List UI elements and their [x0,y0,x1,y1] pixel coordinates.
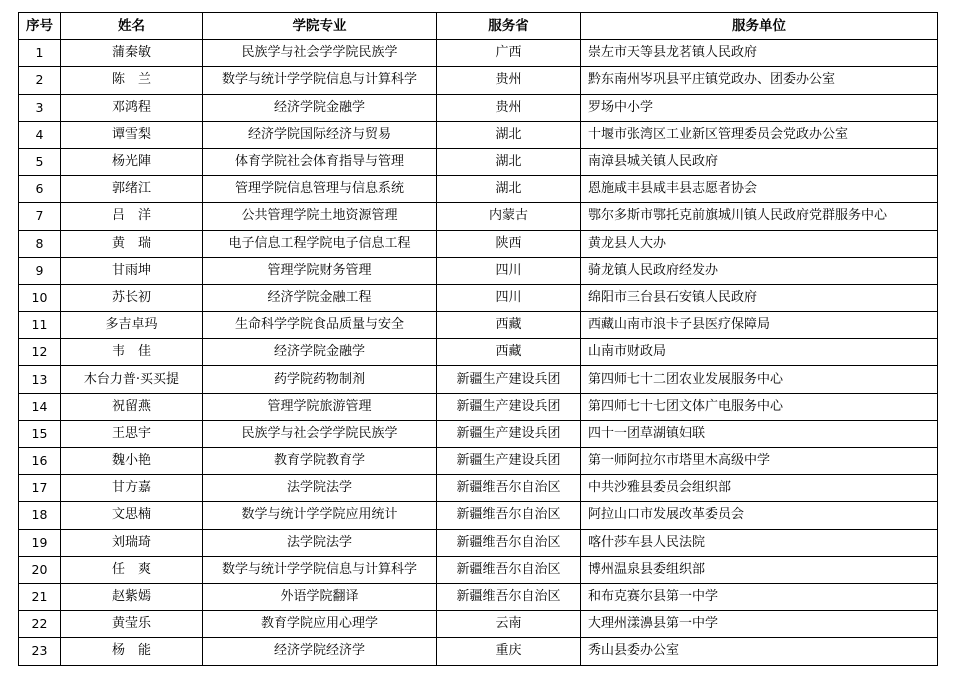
cell-major: 外语学院翻译 [203,583,437,610]
cell-major: 体育学院社会体育指导与管理 [203,148,437,175]
cell-name: 任 爽 [61,556,203,583]
header-no: 序号 [19,13,61,40]
cell-major: 药学院药物制剂 [203,366,437,393]
cell-no: 20 [19,556,61,583]
table-row [19,121,938,148]
cell-name: 陈 兰 [61,67,203,94]
table-row [19,40,938,67]
cell-unit: 山南市财政局 [581,339,938,366]
cell-unit: 骑龙镇人民政府经发办 [581,257,938,284]
cell-name: 多吉卓玛 [61,312,203,339]
table-row [19,556,938,583]
cell-name: 韦 佳 [61,339,203,366]
cell-major: 经济学院金融学 [203,94,437,121]
cell-province: 四川 [437,257,581,284]
cell-unit: 绵阳市三台县石安镇人民政府 [581,284,938,311]
cell-no: 11 [19,312,61,339]
cell-name: 木台力普·买买提 [61,366,203,393]
cell-name: 甘雨坤 [61,257,203,284]
cell-major: 教育学院教育学 [203,448,437,475]
cell-name: 甘方嘉 [61,475,203,502]
table-body [19,40,938,665]
cell-major: 经济学院金融工程 [203,284,437,311]
table-container [18,12,938,666]
cell-unit: 南漳县城关镇人民政府 [581,148,938,175]
cell-no: 10 [19,284,61,311]
cell-unit: 黔东南州岑巩县平庄镇党政办、团委办公室 [581,67,938,94]
cell-no: 23 [19,638,61,665]
cell-province: 湖北 [437,176,581,203]
cell-name: 刘瑞琦 [61,529,203,556]
header-major: 学院专业 [203,13,437,40]
cell-no: 13 [19,366,61,393]
cell-province: 四川 [437,284,581,311]
cell-no: 14 [19,393,61,420]
cell-unit: 十堰市张湾区工业新区管理委员会党政办公室 [581,121,938,148]
cell-unit: 四十一团草湖镇妇联 [581,420,938,447]
cell-province: 贵州 [437,94,581,121]
table-row [19,176,938,203]
cell-no: 18 [19,502,61,529]
cell-province: 内蒙古 [437,203,581,230]
cell-unit: 崇左市天等县龙茗镇人民政府 [581,40,938,67]
cell-major: 生命科学学院食品质量与安全 [203,312,437,339]
cell-major: 教育学院应用心理学 [203,611,437,638]
cell-province: 新疆维吾尔自治区 [437,529,581,556]
cell-no: 8 [19,230,61,257]
cell-province: 新疆生产建设兵团 [437,420,581,447]
cell-major: 电子信息工程学院电子信息工程 [203,230,437,257]
cell-major: 公共管理学院土地资源管理 [203,203,437,230]
cell-unit: 大理州漾濞县第一中学 [581,611,938,638]
cell-name: 王思宇 [61,420,203,447]
cell-unit: 第一师阿拉尔市塔里木高级中学 [581,448,938,475]
cell-unit: 喀什莎车县人民法院 [581,529,938,556]
cell-major: 数学与统计学学院应用统计 [203,502,437,529]
cell-name: 魏小艳 [61,448,203,475]
header-province: 服务省 [437,13,581,40]
table-row [19,94,938,121]
volunteer-table [18,12,938,666]
cell-major: 法学院法学 [203,475,437,502]
table-row [19,230,938,257]
cell-no: 12 [19,339,61,366]
cell-major: 民族学与社会学学院民族学 [203,40,437,67]
cell-province: 新疆维吾尔自治区 [437,556,581,583]
cell-province: 贵州 [437,67,581,94]
cell-unit: 中共沙雅县委员会组织部 [581,475,938,502]
cell-no: 4 [19,121,61,148]
cell-no: 15 [19,420,61,447]
cell-unit: 和布克赛尔县第一中学 [581,583,938,610]
cell-no: 7 [19,203,61,230]
table-row [19,529,938,556]
cell-no: 16 [19,448,61,475]
cell-province: 西藏 [437,339,581,366]
cell-province: 云南 [437,611,581,638]
table-row [19,502,938,529]
cell-unit: 博州温泉县委组织部 [581,556,938,583]
cell-province: 新疆生产建设兵团 [437,448,581,475]
cell-unit: 黄龙县人大办 [581,230,938,257]
cell-name: 祝留燕 [61,393,203,420]
cell-major: 管理学院旅游管理 [203,393,437,420]
cell-province: 新疆维吾尔自治区 [437,475,581,502]
cell-name: 文思楠 [61,502,203,529]
cell-no: 1 [19,40,61,67]
table-row [19,393,938,420]
table-row [19,257,938,284]
cell-unit: 阿拉山口市发展改革委员会 [581,502,938,529]
table-row [19,638,938,665]
cell-province: 陕西 [437,230,581,257]
table-row [19,148,938,175]
cell-no: 19 [19,529,61,556]
cell-major: 经济学院金融学 [203,339,437,366]
cell-major: 管理学院财务管理 [203,257,437,284]
table-row [19,67,938,94]
cell-name: 黄莹乐 [61,611,203,638]
header-unit: 服务单位 [581,13,938,40]
table-row [19,420,938,447]
cell-name: 杨光陣 [61,148,203,175]
cell-major: 管理学院信息管理与信息系统 [203,176,437,203]
cell-unit: 鄂尔多斯市鄂托克前旗城川镇人民政府党群服务中心 [581,203,938,230]
cell-name: 郭绪江 [61,176,203,203]
cell-no: 9 [19,257,61,284]
cell-province: 新疆维吾尔自治区 [437,583,581,610]
cell-no: 17 [19,475,61,502]
cell-no: 5 [19,148,61,175]
cell-no: 22 [19,611,61,638]
cell-major: 经济学院经济学 [203,638,437,665]
table-row [19,448,938,475]
cell-province: 新疆生产建设兵团 [437,366,581,393]
cell-unit: 第四师七十七团文体广电服务中心 [581,393,938,420]
cell-major: 法学院法学 [203,529,437,556]
cell-major: 数学与统计学学院信息与计算科学 [203,67,437,94]
cell-province: 湖北 [437,148,581,175]
header-row [19,13,938,40]
cell-no: 3 [19,94,61,121]
table-row [19,284,938,311]
cell-no: 21 [19,583,61,610]
cell-major: 民族学与社会学学院民族学 [203,420,437,447]
header-name: 姓名 [61,13,203,40]
cell-name: 杨 能 [61,638,203,665]
cell-province: 西藏 [437,312,581,339]
table-row [19,611,938,638]
cell-major: 经济学院国际经济与贸易 [203,121,437,148]
cell-name: 吕 洋 [61,203,203,230]
cell-unit: 罗场中小学 [581,94,938,121]
table-row [19,475,938,502]
cell-province: 新疆维吾尔自治区 [437,502,581,529]
table-row [19,312,938,339]
cell-name: 苏长初 [61,284,203,311]
cell-province: 新疆生产建设兵团 [437,393,581,420]
cell-major: 数学与统计学学院信息与计算科学 [203,556,437,583]
cell-name: 黄 瑞 [61,230,203,257]
cell-province: 重庆 [437,638,581,665]
cell-name: 赵紫嫣 [61,583,203,610]
cell-name: 蒲秦敏 [61,40,203,67]
cell-unit: 西藏山南市浪卡子县医疗保障局 [581,312,938,339]
cell-unit: 恩施咸丰县咸丰县志愿者协会 [581,176,938,203]
cell-name: 谭雪梨 [61,121,203,148]
cell-no: 6 [19,176,61,203]
cell-province: 湖北 [437,121,581,148]
cell-province: 广西 [437,40,581,67]
cell-unit: 第四师七十二团农业发展服务中心 [581,366,938,393]
table-row [19,339,938,366]
cell-unit: 秀山县委办公室 [581,638,938,665]
table-row [19,203,938,230]
table-row [19,366,938,393]
cell-name: 邓鸿程 [61,94,203,121]
table-row [19,583,938,610]
cell-no: 2 [19,67,61,94]
